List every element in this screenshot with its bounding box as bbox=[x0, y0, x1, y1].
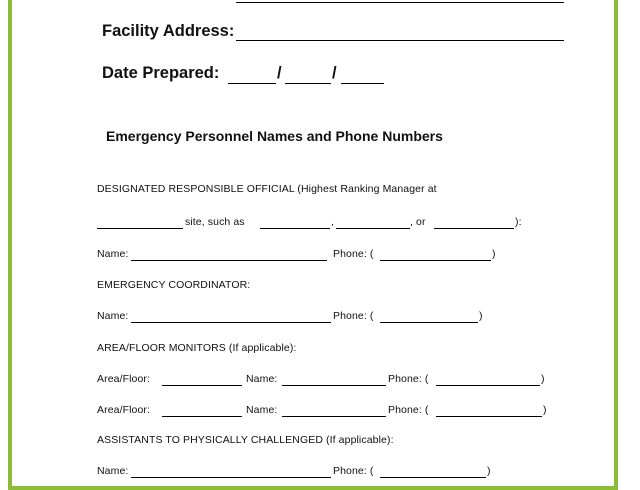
emergency-coordinator-label: EMERGENCY COORDINATOR: bbox=[97, 279, 251, 291]
phone-field[interactable] bbox=[380, 322, 478, 323]
name-field[interactable] bbox=[131, 322, 331, 323]
phone-label: Phone: ( bbox=[333, 248, 374, 260]
example-field-1[interactable] bbox=[260, 228, 330, 229]
date-day-field[interactable] bbox=[285, 83, 331, 84]
date-prepared-label: Date Prepared: bbox=[102, 64, 220, 82]
site-such-as-text: site, such as bbox=[185, 216, 245, 228]
name-label: Name: bbox=[97, 465, 129, 477]
site-field[interactable] bbox=[97, 228, 183, 229]
phone-field[interactable] bbox=[380, 260, 491, 261]
date-year-field[interactable] bbox=[341, 83, 384, 84]
phone-label: Phone: ( bbox=[388, 373, 429, 385]
phone-close-paren: ) bbox=[543, 404, 547, 416]
date-separator: / bbox=[277, 64, 282, 82]
phone-close-paren: ) bbox=[479, 310, 483, 322]
top-field-line bbox=[236, 2, 564, 3]
close-text: ): bbox=[515, 216, 522, 228]
date-separator: / bbox=[332, 64, 337, 82]
area-floor-monitors-label: AREA/FLOOR MONITORS (If applicable): bbox=[97, 342, 297, 354]
name-field[interactable] bbox=[282, 385, 386, 386]
assistants-label: ASSISTANTS TO PHYSICALLY CHALLENGED (If applicable): bbox=[97, 434, 394, 446]
name-field[interactable] bbox=[282, 416, 386, 417]
phone-field[interactable] bbox=[436, 416, 542, 417]
name-label: Name: bbox=[97, 310, 129, 322]
phone-field[interactable] bbox=[380, 477, 486, 478]
phone-close-paren: ) bbox=[487, 465, 491, 477]
date-month-field[interactable] bbox=[228, 83, 276, 84]
name-label: Name: bbox=[246, 373, 278, 385]
section-title: Emergency Personnel Names and Phone Numbers bbox=[106, 128, 443, 144]
area-floor-label: Area/Floor: bbox=[97, 404, 151, 416]
example-field-3[interactable] bbox=[434, 228, 514, 229]
phone-field[interactable] bbox=[436, 385, 540, 386]
area-floor-label: Area/Floor: bbox=[97, 373, 151, 385]
phone-close-paren: ) bbox=[541, 373, 545, 385]
name-field[interactable] bbox=[131, 477, 331, 478]
area-floor-field[interactable] bbox=[162, 385, 242, 386]
comma-text: , bbox=[331, 216, 335, 228]
name-field[interactable] bbox=[131, 260, 327, 261]
phone-label: Phone: ( bbox=[333, 310, 374, 322]
area-floor-field[interactable] bbox=[162, 416, 242, 417]
facility-address-field[interactable] bbox=[236, 40, 564, 41]
phone-close-paren: ) bbox=[492, 248, 496, 260]
name-label: Name: bbox=[246, 404, 278, 416]
designated-official-label: DESIGNATED RESPONSIBLE OFFICIAL (Highest Ranking Manager at bbox=[97, 183, 437, 195]
or-text: , or bbox=[410, 216, 426, 228]
phone-label: Phone: ( bbox=[333, 465, 374, 477]
example-field-2[interactable] bbox=[336, 228, 410, 229]
name-label: Name: bbox=[97, 248, 129, 260]
facility-address-label: Facility Address: bbox=[102, 22, 235, 40]
phone-label: Phone: ( bbox=[388, 404, 429, 416]
